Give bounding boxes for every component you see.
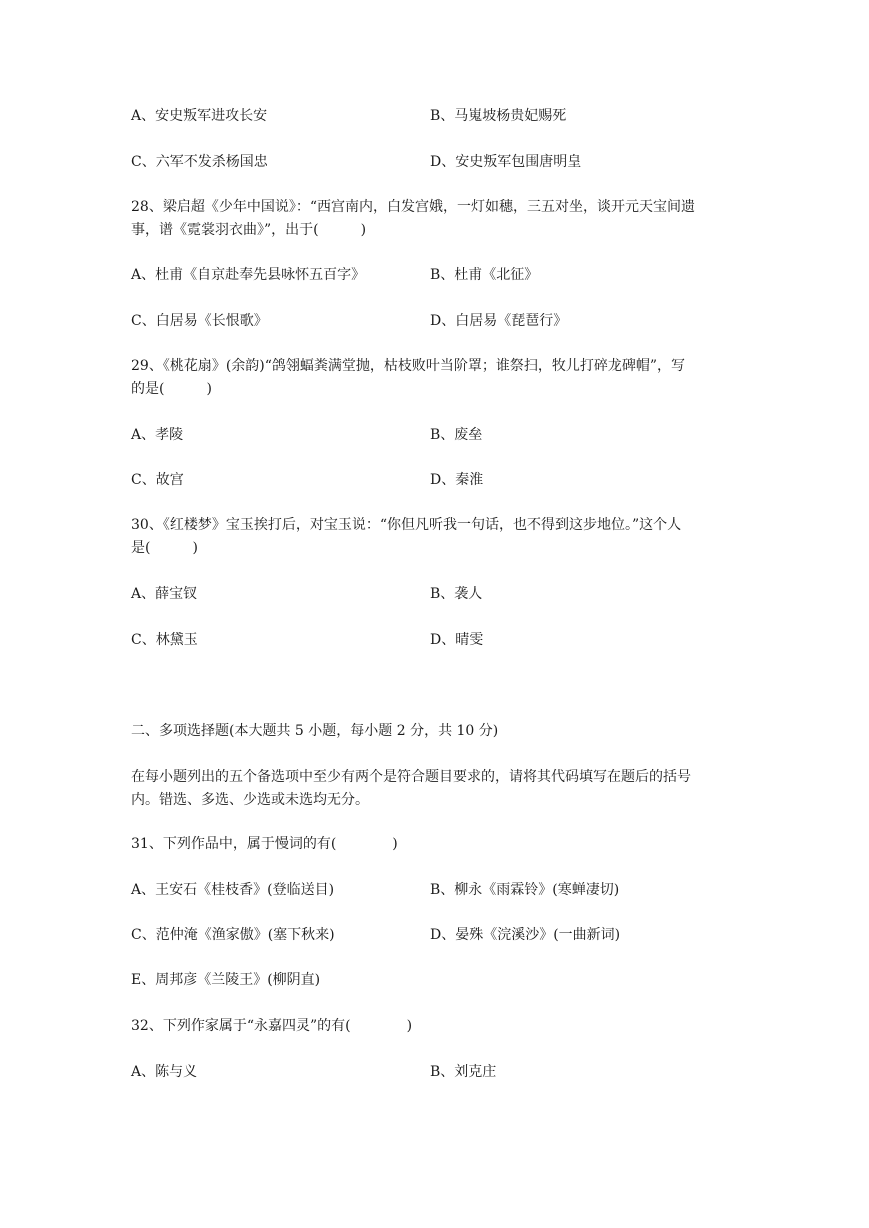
q32-option-a: A、陈与义 bbox=[131, 1064, 198, 1080]
section2-instruction-line2: 内。错选、多选、少选或未选均无分。 bbox=[131, 792, 369, 808]
q31-option-c: C、范仲淹《渔家傲》(塞下秋来) bbox=[131, 927, 335, 943]
q30-stem-line2: 是( ) bbox=[131, 540, 198, 556]
q32-option-b: B、刘克庄 bbox=[430, 1064, 497, 1080]
q29-option-d: D、秦淮 bbox=[430, 472, 484, 488]
q28-option-c: C、白居易《长恨歌》 bbox=[131, 313, 268, 329]
q27-option-c: C、六军不发杀杨国忠 bbox=[131, 154, 268, 170]
q31-option-a: A、王安石《桂枝香》(登临送目) bbox=[131, 882, 335, 898]
q28-stem-line1: 28、梁启超《少年中国说》：“西宫南内，白发宫娥，一灯如穗，三五对坐，谈开元天宝间遗 bbox=[131, 199, 695, 215]
q28-option-d: D、白居易《琵琶行》 bbox=[430, 313, 568, 329]
q29-stem-line2: 的是( ) bbox=[131, 381, 212, 397]
q28-stem-line2: 事，谱《霓裳羽衣曲》”，出于( ) bbox=[131, 222, 367, 238]
q31-stem: 31、下列作品中，属于慢词的有( ) bbox=[131, 836, 398, 852]
q28-option-a: A、杜甫《自京赴奉先县咏怀五百字》 bbox=[131, 267, 366, 283]
q30-option-b: B、袭人 bbox=[430, 586, 483, 602]
q29-option-c: C、故宫 bbox=[131, 472, 184, 488]
section2-heading: 二、多项选择题(本大题共 5 小题，每小题 2 分，共 10 分) bbox=[131, 723, 499, 739]
q27-option-a: A、安史叛军进攻长安 bbox=[131, 108, 268, 124]
q32-stem: 32、下列作家属于“永嘉四灵”的有( ) bbox=[131, 1018, 413, 1034]
q27-option-b: B、马嵬坡杨贵妃赐死 bbox=[430, 108, 567, 124]
q28-option-b: B、杜甫《北征》 bbox=[430, 267, 539, 283]
q29-option-a: A、孝陵 bbox=[131, 427, 184, 443]
q29-stem-line1: 29、《桃花扇》(余韵)“鸽翎蝠粪满堂抛，枯枝败叶当阶罩；谁祭扫，牧儿打碎龙碑帽”，写 bbox=[131, 358, 686, 374]
q31-option-b: B、柳永《雨霖铃》(寒蝉凄切) bbox=[430, 882, 620, 898]
q30-option-d: D、晴雯 bbox=[430, 632, 484, 648]
q29-option-b: B、废垒 bbox=[430, 427, 483, 443]
q27-option-d: D、安史叛军包围唐明皇 bbox=[430, 154, 582, 170]
section2-instruction-line1: 在每小题列出的五个备选项中至少有两个是符合题目要求的，请将其代码填写在题后的括号 bbox=[131, 769, 691, 785]
q30-option-c: C、林黛玉 bbox=[131, 632, 198, 648]
q30-option-a: A、薛宝钗 bbox=[131, 586, 198, 602]
q30-stem-line1: 30、《红楼梦》宝玉挨打后，对宝玉说：“你但凡听我一句话，也不得到这步地位。”这个人 bbox=[131, 517, 682, 533]
q31-option-e: E、周邦彦《兰陵王》(柳阴直) bbox=[131, 972, 321, 988]
q31-option-d: D、晏殊《浣溪沙》(一曲新词) bbox=[430, 927, 621, 943]
